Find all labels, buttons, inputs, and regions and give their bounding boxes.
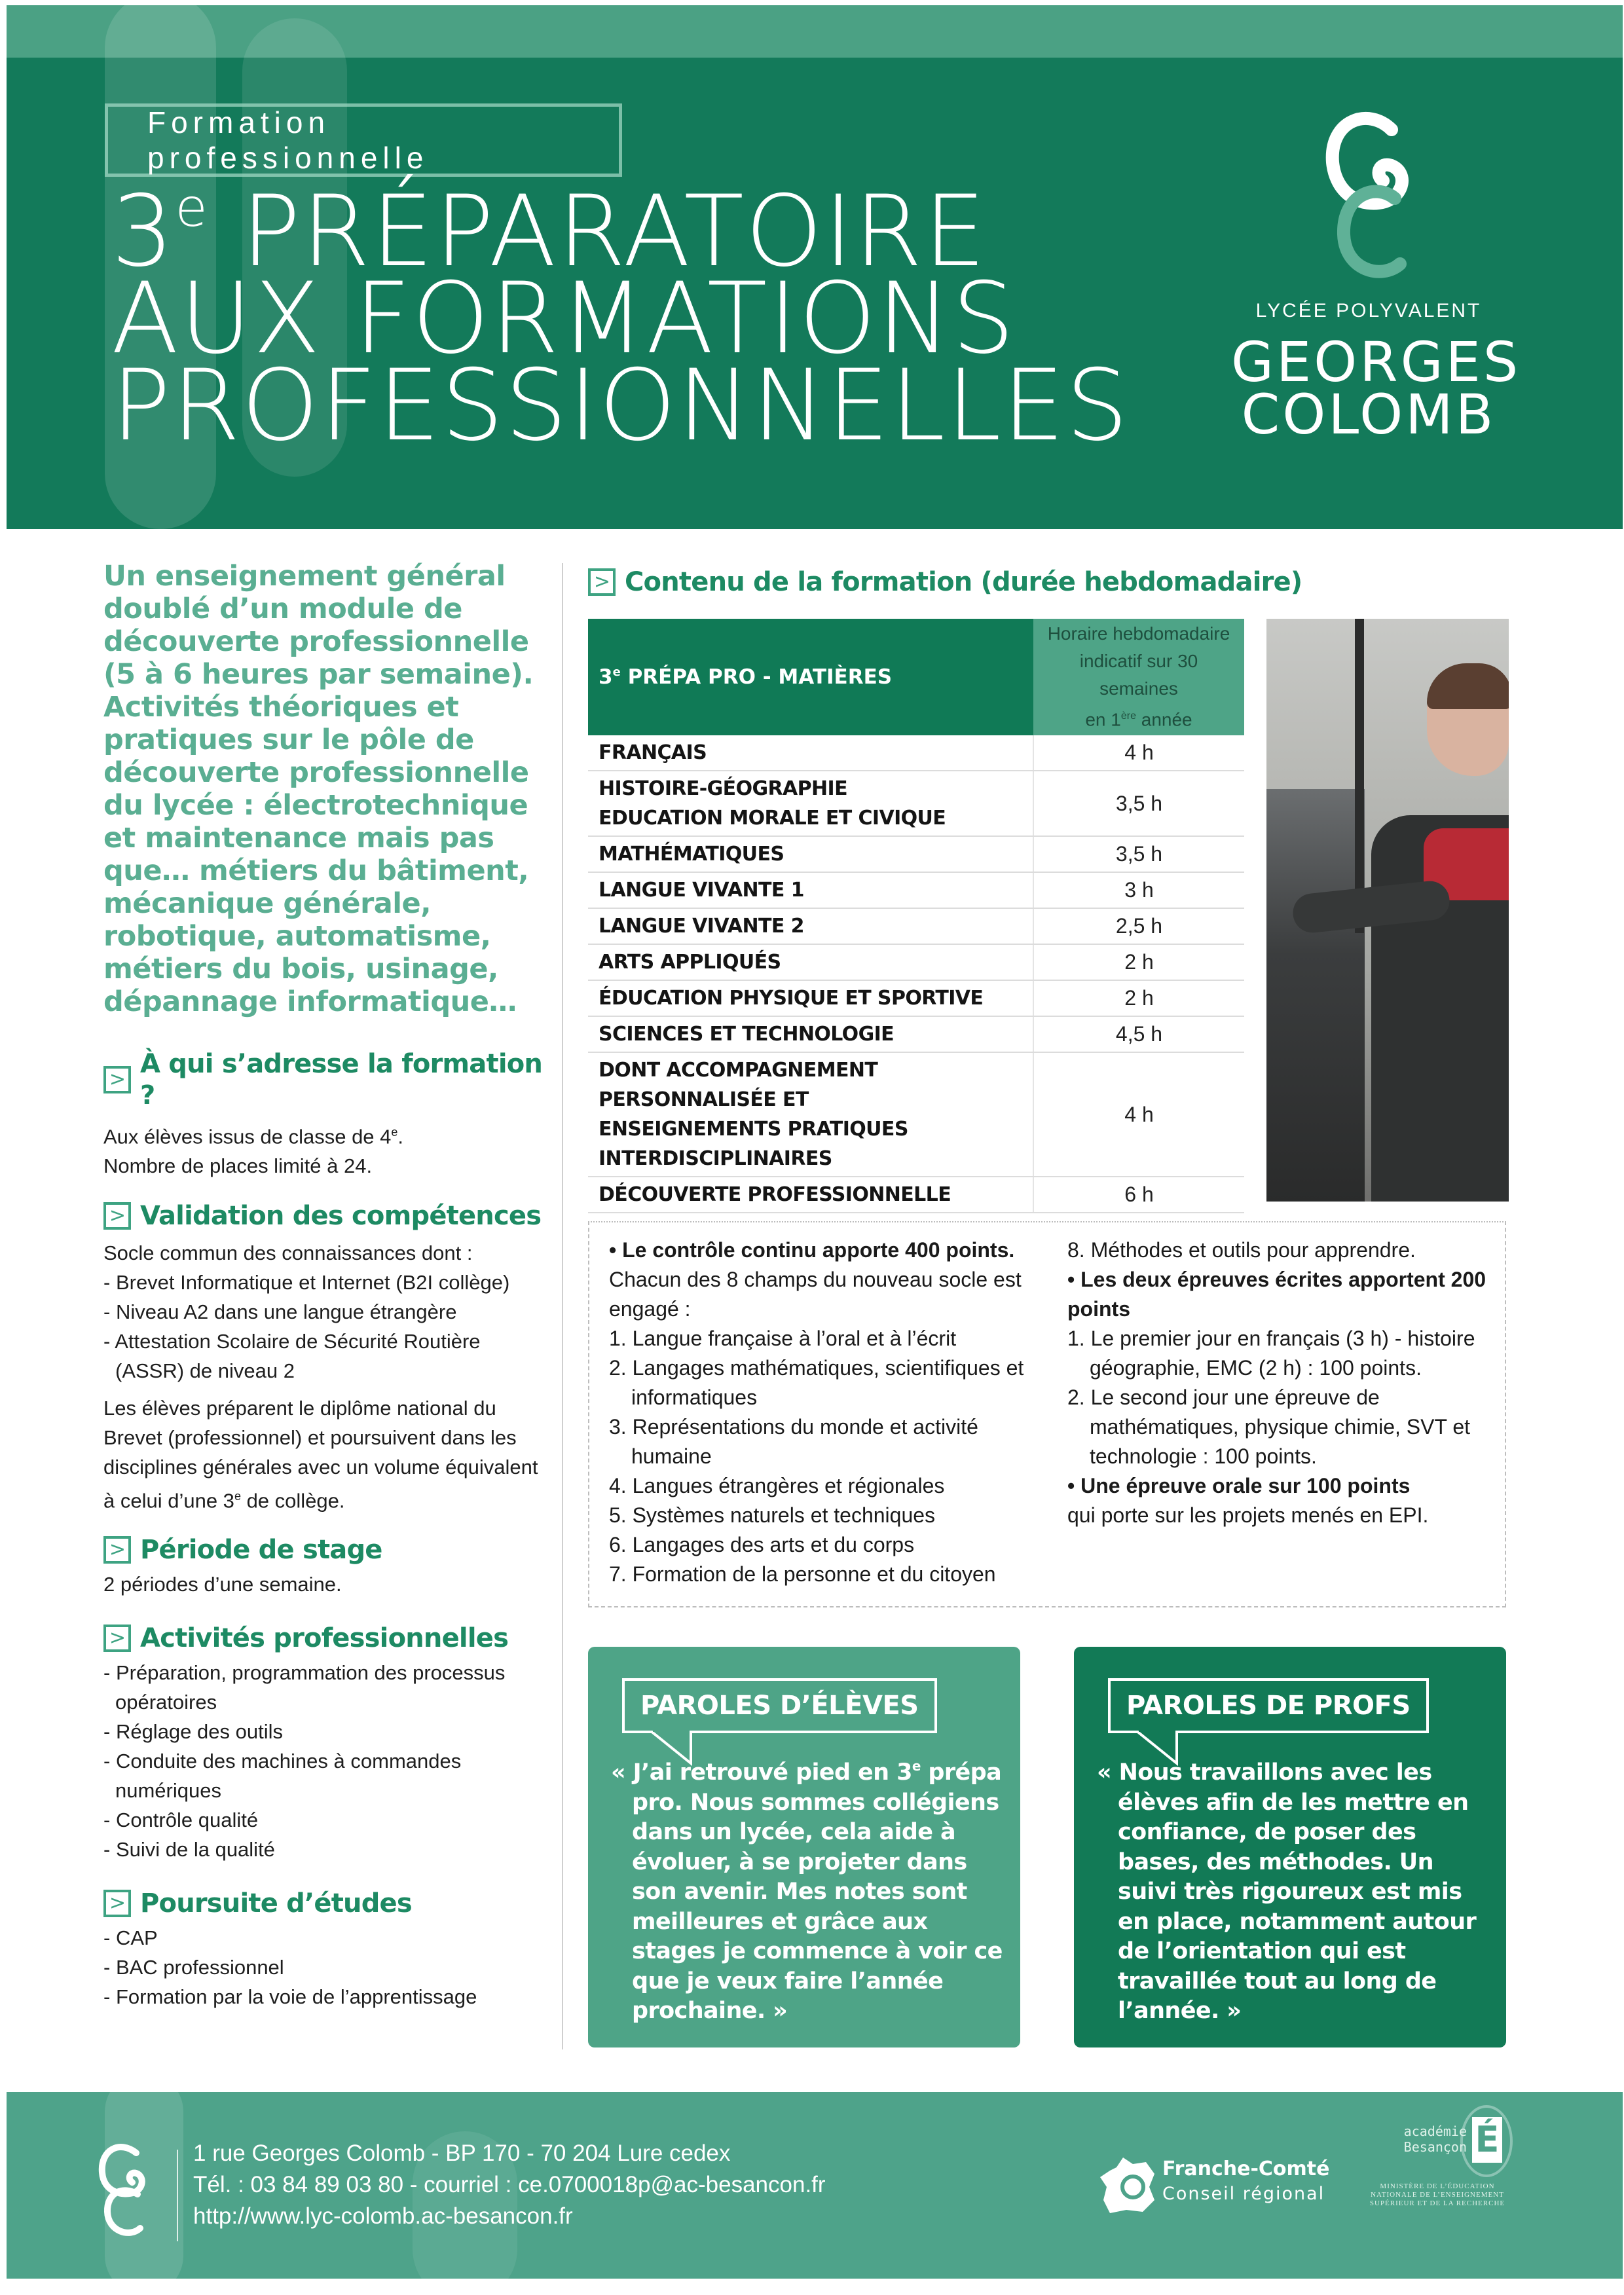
section-heading-internship: > Période de stage <box>103 1534 549 1566</box>
list-item: - Suivi de la qualité <box>103 1835 549 1864</box>
skill-fields-list <box>609 1324 1054 1589</box>
list-item: - CAP <box>103 1923 549 1953</box>
table-row: HISTOIRE-GÉOGRAPHIE EDUCATION MORALE ET CIVIQUE 3,5 h <box>588 771 1244 836</box>
table-header-row <box>588 619 1244 735</box>
arrow-box-icon: > <box>103 1625 131 1652</box>
list-item: - Attestation Scolaire de Sécurité Routière (ASSR) de niveau 2 <box>103 1327 549 1386</box>
category-label: Formation professionnelle <box>147 105 429 175</box>
audience-text: Aux élèves issus de classe de 4e. Nombre de places limité à 24. <box>103 1125 404 1178</box>
validation-paragraph: Les élèves préparent le diplôme national du Brevet (professionnel) et poursuivent dans les disciplines générales avec un volume équivalent à celui d’une 3e de collège. <box>103 1397 538 1513</box>
internship-text: 2 périodes d’une semaine. <box>103 1572 342 1596</box>
list-item: 1. Langue française à l’oral et à l’écrit <box>609 1327 957 1350</box>
written-exams-list <box>1067 1324 1500 1471</box>
title-line-1: 3e PRÉPARATOIRE <box>111 175 987 289</box>
speech-bubble-label: PAROLES D’ÉLÈVES <box>622 1678 937 1733</box>
section-heading-content: > Contenu de la formation (durée hebdomadaire) <box>588 566 1302 598</box>
column-divider <box>562 563 563 2049</box>
contact-info <box>193 2138 826 2232</box>
exam-column-2 <box>1067 1236 1500 1530</box>
table-row: ARTS APPLIQUÉS 2 h <box>588 944 1244 980</box>
list-item: - Formation par la voie de l’apprentissage <box>103 1982 549 2011</box>
list-item: - Réglage des outils <box>103 1717 549 1746</box>
school-name: GEORGES COLOMB <box>1231 330 1521 447</box>
arrow-box-icon: > <box>103 1890 131 1917</box>
page-title <box>111 175 1130 463</box>
activities-list <box>103 1658 549 1864</box>
written-exams-heading: • Les deux épreuves écrites apportent 200 points <box>1067 1268 1486 1321</box>
france-map-icon <box>1097 2154 1159 2216</box>
school-type: LYCÉE POLYVALENT <box>1255 300 1482 321</box>
list-item: 7. Formation de la personne et du citoyen <box>609 1562 996 1586</box>
list-item: 6. Langages des arts et du corps <box>609 1533 915 1556</box>
website-link[interactable]: http://www.lyc-colomb.ac-besancon.fr <box>193 2203 573 2229</box>
section-heading-activities: > Activités professionnelles <box>103 1623 549 1654</box>
student-workshop-photo <box>1266 619 1509 1202</box>
postal-address: 1 rue Georges Colomb - BP 170 - 70 204 Lure cedex <box>193 2140 731 2166</box>
phone-email[interactable]: Tél. : 03 84 89 03 80 - courriel : ce.0700018p@ac-besancon.fr <box>193 2172 826 2197</box>
left-column <box>103 560 549 2011</box>
arrow-box-icon: > <box>103 1066 131 1093</box>
table-row: ÉDUCATION PHYSIQUE ET SPORTIVE 2 h <box>588 980 1244 1016</box>
list-item: 4. Langues étrangères et régionales <box>609 1474 945 1497</box>
list-item: - Niveau A2 dans une langue étrangère <box>103 1297 549 1327</box>
table-row: FRANÇAIS 4 h <box>588 735 1244 771</box>
list-item: - Contrôle qualité <box>103 1805 549 1835</box>
column-header-subjects: 3e PRÉPA PRO - MATIÈRES <box>588 619 1033 735</box>
oral-exam-text: qui porte sur les projets menés en EPI. <box>1067 1503 1429 1527</box>
schedule-table <box>588 619 1244 1213</box>
arrow-box-icon: > <box>103 1202 131 1230</box>
academie-besancon-logo: académie Besançon É MINISTÈRE DE L’ÉDUCATION NATIONALE DE L’ENSEIGNEMENT SUPÉRIEUR ET DE LA RECHERCHE <box>1356 2105 1519 2236</box>
table-row: LANGUE VIVANTE 1 3 h <box>588 872 1244 908</box>
school-logo <box>1231 110 1521 477</box>
list-item: 1. Le premier jour en français (3 h) - histoire géographie, EMC (2 h) : 100 points. <box>1067 1327 1475 1380</box>
speech-bubble-label: PAROLES DE PROFS <box>1108 1678 1429 1733</box>
table-row: DONT ACCOMPAGNEMENT PERSONNALISÉE ET ENSEIGNEMENTS PRATIQUES INTERDISCIPLINAIRES 4 h <box>588 1052 1244 1177</box>
title-line-3: PROFESSIONNELLES <box>111 349 1130 463</box>
academie-e-icon: É <box>1472 2117 1502 2163</box>
arrow-box-icon: > <box>588 568 616 596</box>
section-heading-further-studies: > Poursuite d’études <box>103 1888 549 1919</box>
title-line-2: AUX FORMATIONS <box>111 262 1016 376</box>
list-item: - Brevet Informatique et Internet (B2I collège) <box>103 1268 549 1297</box>
list-item: - Conduite des machines à commandes numériques <box>103 1746 549 1805</box>
header-banner <box>7 5 1623 529</box>
exam-column-1 <box>609 1236 1054 1589</box>
gc-monogram-icon <box>1323 110 1414 287</box>
franche-comte-logo: Franche-Comté Conseil régional <box>1097 2154 1346 2213</box>
validation-list <box>103 1268 549 1386</box>
list-item: 8. Méthodes et outils pour apprendre. <box>1067 1238 1416 1262</box>
gc-monogram-icon <box>97 2143 149 2241</box>
table-row: LANGUE VIVANTE 2 2,5 h <box>588 908 1244 944</box>
teacher-testimonial <box>1074 1647 1506 2047</box>
section-heading-validation: > Validation des compétences <box>103 1200 549 1232</box>
list-item: - BAC professionnel <box>103 1953 549 1982</box>
list-item: 3. Représentations du monde et activité humaine <box>609 1415 978 1468</box>
list-item: 2. Langages mathématiques, scientifiques et informatiques <box>609 1356 1024 1409</box>
arrow-box-icon: > <box>103 1536 131 1564</box>
column-header-hours: Horaire hebdomadaire indicatif sur 30 semaines en 1ère année <box>1033 619 1244 735</box>
further-studies-list <box>103 1923 549 2011</box>
category-label-box <box>105 103 622 177</box>
list-item: 2. Le second jour une épreuve de mathématiques, physique chimie, SVT et technologie : 100 points. <box>1067 1386 1471 1468</box>
testimonial-text: « Nous travaillons avec les élèves afin de les mettre en confiance, de poser des bases, des méthodes. Un suivi très rigoureux est mis en place, notamment autour de l’orientation qui est travaillée tout au long de l’année. » <box>1097 1759 1477 2024</box>
schedule-table-container <box>588 619 1244 1213</box>
footer-divider <box>177 2150 178 2241</box>
oral-exam-heading: • Une épreuve orale sur 100 points <box>1067 1474 1411 1497</box>
table-row: SCIENCES ET TECHNOLOGIE 4,5 h <box>588 1016 1244 1052</box>
list-item: - Préparation, programmation des processus opératoires <box>103 1658 549 1717</box>
intro-paragraph: Un enseignement général doublé d’un module de découverte professionnelle (5 à 6 heures par semaine). Activités théoriques et pratiques sur le pôle de découverte professionnelle du lycée : électrotechnique et maintenance mais pas que… métiers du bâtiment, mécanique générale, robotique, automatisme, métiers du bois, usinage, dépannage informatique… <box>103 560 534 1018</box>
section-heading-audience: > À qui s’adresse la formation ? <box>103 1048 549 1111</box>
table-row: MATHÉMATIQUES 3,5 h <box>588 836 1244 872</box>
validation-text: Socle commun des connaissances dont : - Brevet Informatique et Internet (B2I collège) - Niveau A2 dans une langue étrangère - Attestation Scolaire de Sécurité Routière (ASSR) de niveau 2 Les élèves préparent le diplôme national du Brevet (professionnel) et poursuivent dans les disciplines générales avec un volume équivalent à celui d’une 3e de collège. <box>103 1238 549 1515</box>
table-row: DÉCOUVERTE PROFESSIONNELLE 6 h <box>588 1177 1244 1213</box>
exam-info-box <box>588 1221 1506 1607</box>
continuous-assessment: • Le contrôle continu apporte 400 points. Chacun des 8 champs du nouveau socle est engagé : <box>609 1238 1022 1321</box>
testimonial-text: « J’ai retrouvé pied en 3e prépa pro. Nous sommes collégiens dans un lycée, cela aide à évoluer, à se projeter dans son avenir. Mes notes sont meilleures et grâce aux stages je commence à voir ce que je veux faire l’année prochaine. » <box>611 1758 1003 2024</box>
list-item: 5. Systèmes naturels et techniques <box>609 1503 936 1527</box>
student-testimonial <box>588 1647 1020 2047</box>
footer-banner <box>7 2092 1623 2279</box>
